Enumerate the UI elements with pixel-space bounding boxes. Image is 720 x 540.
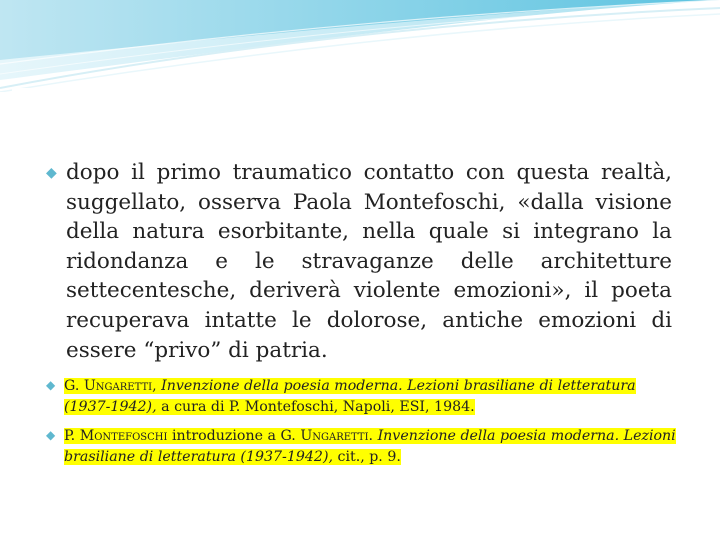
footnote-1-title: Invenzione della poesia moderna. Lezioni brasiliane di letteratura (1937-1942), — [64, 378, 636, 415]
footnote-2-author: P. Montefoschi — [64, 428, 168, 444]
footnote-2-rest: cit., p. 9. — [337, 449, 401, 465]
footnote-2 — [46, 426, 678, 468]
footnote-1 — [46, 376, 678, 418]
footnote-1-text — [64, 376, 678, 418]
main-paragraph-text: dopo il primo traumatico contatto con questa realtà, suggellato, osserva Paola Montefoschi, «dalla visione della natura esorbitante, nella quale si integrano la ridondanza e le stravaganze delle architetture settecentesche, deriverà violente emozioni», il poeta recuperava intatte le dolorose, antiche emozioni di essere “privo” di patria. — [66, 160, 672, 363]
bullet-icon: ◆ — [46, 378, 56, 392]
bullet-icon: ◆ — [46, 165, 57, 181]
footnote-2-author2: G. Ungaretti. — [280, 428, 374, 444]
footnote-1-rest: a cura di P. Montefoschi, Napoli, ESI, 1984. — [161, 399, 475, 415]
footnote-1-author: G. Ungaretti, — [64, 378, 157, 394]
footnote-2-mid: introduzione a — [171, 428, 276, 444]
main-paragraph — [46, 158, 672, 365]
footnote-2-title: Invenzione della poesia moderna. Lezioni brasiliane di letteratura (1937-1942), — [64, 428, 676, 465]
footnote-2-text — [64, 426, 678, 468]
bullet-icon: ◆ — [46, 428, 56, 442]
header-wave-decoration — [0, 0, 720, 92]
